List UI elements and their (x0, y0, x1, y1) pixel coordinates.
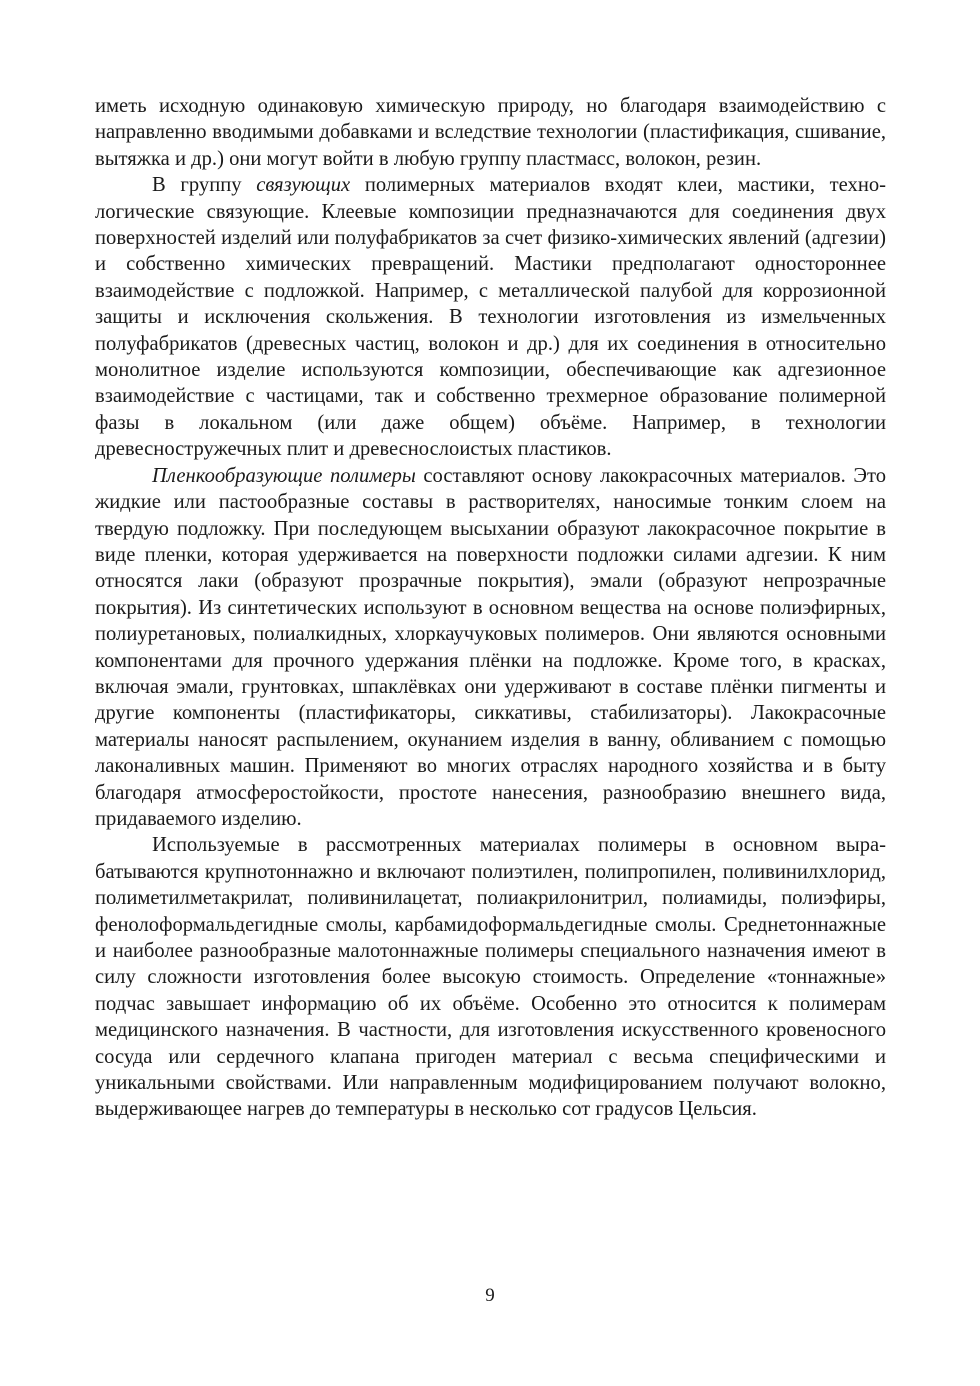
paragraph-2-text-start: В группу (152, 174, 257, 197)
paragraph-2-text-rest: полимерных материалов входят клеи, мастики, технологические связующие. Клеевые композиции предназначаются для соединения двух поверхностей изделий или полуфабрикатов за счет физико-химических явлений (адгезии) и собственно химических превращений. Мастики предполагают одностороннее взаимодействие с подложкой. Например, с металлической палубой для коррозионной защиты и исключения скольжения. В технологии изготовления из измельченных полуфабрикатов (древесных частиц, волокон и др.) для их соединения в относительно монолитное изделие используются композиции, обеспечивающие как адгезионное взаимодействие с частицами, так и собственно трехмерное образование полимерной фазы в локальном (или даже общем) объёме. Например, в технологии древесностружечных плит и древеснослоистых пластиков. (95, 174, 886, 461)
paragraph-film-forming (95, 463, 886, 833)
page-body (95, 93, 886, 1123)
paragraph-1-text: иметь исходную одинаковую химическую природу, но благодаря взаимодействию с направленно вводимыми добавками и вследствие технологии (пластификация, сшивание, вытяжка и др.) они могут войти в любую группу пластмасс, волокон, резин. (95, 95, 886, 170)
paragraph-tonnage (95, 832, 886, 1122)
paragraph-3-text-rest: составляют основу лакокрасочных материалов. Это жидкие или пастообразные составы в растворителях, наносимые тонким слоем на твердую подложку. При последующем высыхании образуют лакокрасочное покрытие в виде пленки, которая удерживается на поверхности подложки силами адгезии. К ним относятся лаки (образуют прозрачные покрытия), эмали (образуют непрозрачные покрытия). Из синтетических используют в основном вещества на основе полиэфирных, полиуретановых, полиалкидных, хлоркаучуковых полимеров. Они являются основными компонентами для прочного удержания плёнки на подложке. Кроме того, в красках, включая эмали, грунтовках, шпаклёвках они удерживают в составе плёнки пигменты и другие компоненты (пластификаторы, сиккативы, стабилизаторы). Лакокрасочные материалы наносят распылением, окунанием изделия в ванну, обливанием с помощью лаконаливных машин. Применяют во многих отраслях народного хозяйства и в быту благодаря атмосферостойкости, простоте нанесения, разнообразию внешнего вида, придаваемого изделию. (95, 464, 886, 830)
paragraph-4-text: Используемые в рассмотренных материалах полимеры в основном вырабатываются крупнотоннажно и включают полиэтилен, полипропилен, поливинилхлорид, полиметилметакрилат, поливинилацетат, полиакрилонитрил, полиамиды, полиэфиры, фенолоформальдегидные смолы, карбамидоформальдегидные смолы. Среднетоннажные и наиболее разнообразные малотоннажные полимеры специального назначения имеют в силу сложности изготовления более высокую стоимость. Определение «тоннажные» подчас завышает информацию об их объёме. Особенно это относится к полимерам медицинского назначения. В частности, для изготовления искусственного кровеносного сосуда или сердечного клапана пригоден материал с весьма специфическими и уникальными свойствами. Или направленным модифицированием получают волокно, выдерживающее нагрев до температуры в несколько сот градусов Цельсия. (95, 834, 886, 1121)
term-film-forming-polymers: Пленкообразующие полимеры (152, 464, 416, 487)
term-binders: связующих (256, 174, 351, 197)
paragraph-binders (95, 172, 886, 462)
paragraph-continuation (95, 93, 886, 172)
page-number: 9 (485, 1285, 495, 1306)
